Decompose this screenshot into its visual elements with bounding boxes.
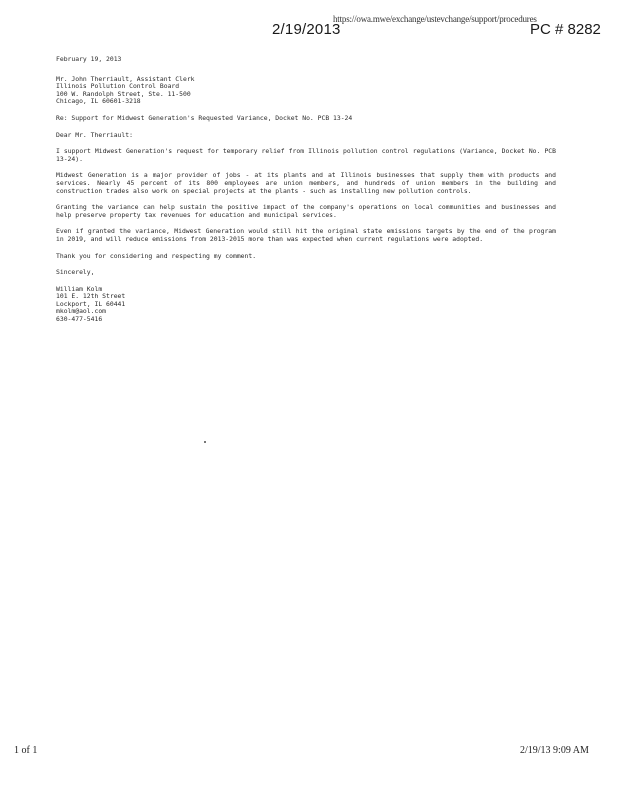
paragraph: I support Midwest Generation's request for temporary relief from Illinois pollution control regulations (Variance, Docket No. PCB 13-24). [56, 147, 556, 163]
letter-date: February 19, 2013 [56, 56, 122, 63]
paragraph: Midwest Generation is a major provider of jobs - at its plants and at Illinois businesses that supply them with products and services. Nearly 45 percent of its 800 employees are union members, and hundreds of union members in the building and construction trades also work on special projects at the plants - such as installing new pollution controls. [56, 171, 556, 195]
signature-line: 101 E. 12th Street [56, 293, 126, 301]
signature-line: William Kolm [56, 285, 103, 293]
paragraph: Granting the variance can help sustain the positive impact of the company's operations on local communities and businesses and help preserve property tax revenues for education and municipal services. [56, 203, 556, 219]
page-count: 1 of 1 [14, 745, 38, 756]
header-url: https://owa.mwe/exchange/ustevchange/support/procedures [333, 14, 537, 24]
signature-line: 630-477-5416 [56, 316, 103, 324]
public-comment-number: PC # 8282 [530, 21, 601, 38]
recipient-line: 100 W. Randolph Street, Ste. 11-500 [56, 90, 191, 98]
recipient-address [56, 76, 556, 106]
signature-line: mkolm@aol.com [56, 308, 107, 316]
salutation: Dear Mr. Therriault: [56, 131, 133, 139]
signature-block [56, 286, 556, 324]
print-timestamp: 2/19/13 9:09 AM [520, 745, 589, 756]
paragraph: Thank you for considering and respecting my comment. [56, 251, 257, 260]
recipient-line: Mr. John Therriault, Assistant Clerk [56, 75, 195, 83]
paragraph: Even if granted the variance, Midwest Generation would still hit the original state emissions targets by the end of the program in 2019, and will reduce emissions from 2013-2015 more than was expected when current regulations were adopted. [56, 227, 556, 243]
header-date: 2/19/2013 [272, 21, 341, 38]
letter-body [56, 56, 556, 333]
subject-line: Re: Support for Midwest Generation's Requested Variance, Docket No. PCB 13-24 [56, 114, 353, 122]
recipient-line: Illinois Pollution Control Board [56, 83, 180, 91]
closing: Sincerely, [56, 269, 95, 277]
scan-speck [204, 441, 206, 443]
recipient-line: Chicago, IL 60601-3218 [56, 98, 141, 106]
signature-line: Lockport, IL 60441 [56, 300, 126, 308]
